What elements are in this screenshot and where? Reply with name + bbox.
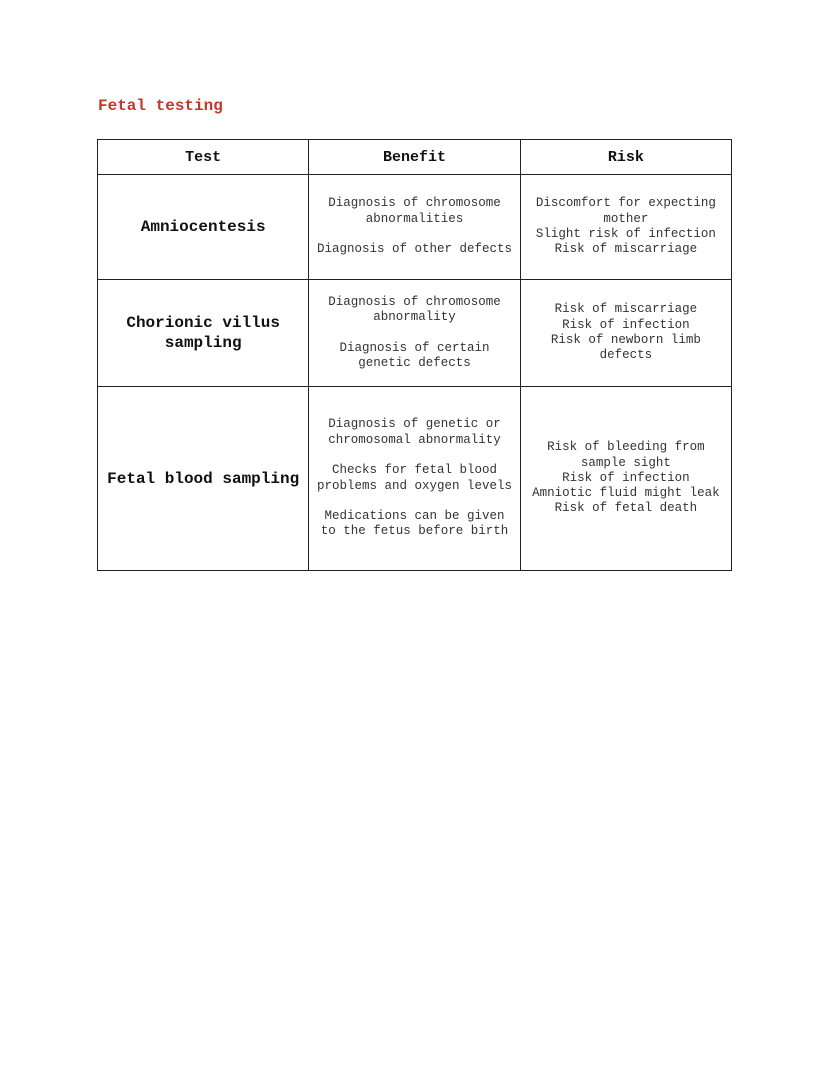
- test-cell: [98, 175, 309, 280]
- table-header-row: [98, 140, 732, 175]
- column-header-test: Test: [98, 140, 309, 175]
- benefit-item: Diagnosis of chromosome abnormalities: [328, 196, 501, 226]
- risk-item: Risk of miscarriage: [554, 302, 698, 317]
- benefit-cell: [309, 175, 520, 280]
- risk-cell: [520, 387, 731, 571]
- page-title: Fetal testing: [98, 97, 223, 115]
- test-cell: [98, 280, 309, 387]
- risk-item: Discomfort for expecting mother: [535, 196, 716, 226]
- table-row: [98, 175, 732, 280]
- benefit-item: Diagnosis of certain genetic defects: [339, 340, 490, 370]
- test-name: Chorionic villus sampling: [126, 314, 280, 352]
- risk-item: Risk of newborn limb defects: [550, 333, 701, 363]
- test-name: Amniocentesis: [140, 218, 266, 236]
- benefit-item: Diagnosis of other defects: [316, 242, 513, 257]
- benefit-item: Diagnosis of chromosome abnormality: [328, 294, 501, 325]
- risk-item: Amniotic fluid might leak: [532, 486, 720, 501]
- test-name: Fetal blood sampling: [107, 469, 300, 488]
- risk-item: Slight risk of infection: [535, 227, 716, 241]
- table-row: [98, 387, 732, 571]
- risk-item: Risk of infection: [562, 470, 690, 485]
- benefit-cell: [309, 387, 520, 571]
- benefit-item: Diagnosis of genetic or chromosomal abnormality: [328, 417, 501, 447]
- benefit-item: Checks for fetal blood problems and oxygen levels: [316, 463, 513, 493]
- column-header-risk: Risk: [520, 140, 731, 175]
- column-header-benefit: Benefit: [309, 140, 520, 175]
- table-row: [98, 280, 732, 387]
- risk-item: Risk of infection: [562, 317, 690, 332]
- fetal-testing-table: [97, 139, 732, 571]
- test-cell: [98, 387, 309, 571]
- risk-item: Risk of miscarriage: [554, 242, 698, 257]
- risk-item: Risk of bleeding from sample sight: [547, 440, 705, 470]
- risk-item: Risk of fetal death: [554, 501, 698, 516]
- risk-cell: [520, 280, 731, 387]
- benefit-item: Medications can be given to the fetus before birth: [320, 509, 509, 539]
- risk-cell: [520, 175, 731, 280]
- benefit-cell: [309, 280, 520, 387]
